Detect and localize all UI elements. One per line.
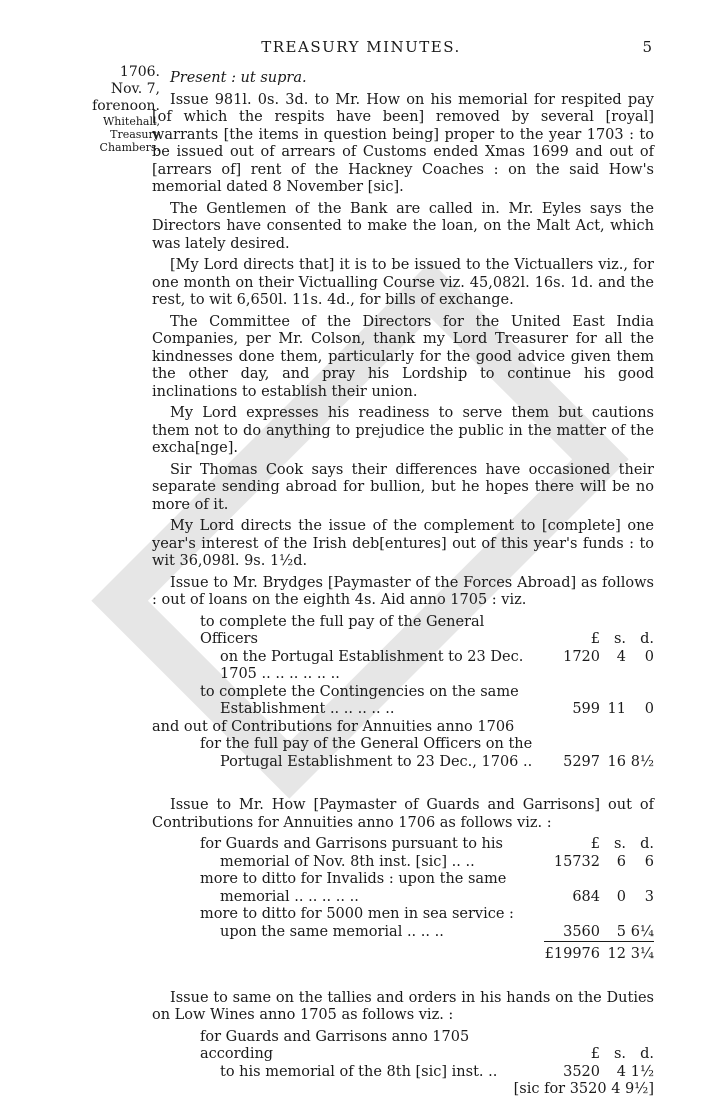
ledger-row: more to ditto for 5000 men in sea service : xyxy=(200,906,514,922)
margin-place-3: Chambers. xyxy=(99,141,160,154)
total-pounds: £19976 xyxy=(544,942,600,964)
margin-year: 1706. xyxy=(119,64,160,80)
ledger-row: 1705 .. .. .. .. .. .. xyxy=(220,666,340,682)
ledger-subheading: and out of Contributions for Annuities anno 1706 xyxy=(152,718,515,735)
margin-place-1: Whitehall, xyxy=(102,115,160,128)
pounds-header: £ xyxy=(590,631,600,647)
ledger-row: to complete the Contingencies on the same xyxy=(200,683,519,700)
paragraph: Issue 981l. 0s. 3d. to Mr. How on his memorial for respited pay [of which the respits have been] removed by several [royal] warrants [the items in question being] proper to the year 1703 : to be issued out of arrears of Customs ended Xmas 1699 and out of [arrears of] rent of the Hackney Coaches : on the said How's memorial dated 8 November [sic]. xyxy=(152,91,654,195)
ledger-correction-row xyxy=(152,1081,654,1099)
paragraph: The Gentlemen of the Bank are called in. Mr. Eyles says the Directors have consented to make the loan, on the Malt Act, which was lately desired. xyxy=(152,200,654,252)
ledger-row: more to ditto for Invalids : upon the same xyxy=(200,871,507,887)
margin-time: forenoon. xyxy=(92,98,160,114)
ledger-row: upon the same memorial .. .. .. 3560 5 6¼ xyxy=(220,923,654,940)
ledger-row: on the Portugal Establishment to 23 Dec. 1720 4 0 xyxy=(220,648,654,665)
ledger-row: to his memorial of the 8th [sic] inst. .. 3520 4 1½ xyxy=(220,1063,654,1080)
how-ledger xyxy=(152,836,654,964)
minutes-body xyxy=(152,70,654,1103)
ledger-row: Portugal Establishment to 23 Dec., 1706 .. 5297 16 8½ xyxy=(220,753,654,770)
pounds-header: £ xyxy=(590,836,600,852)
shillings-header: s. xyxy=(613,1046,626,1062)
paragraph: Sir Thomas Cook says their differences have occasioned their separate sending abroad for bullion, but he hopes there will be no more of it. xyxy=(152,461,654,513)
pence-header: d. xyxy=(640,1046,654,1062)
ledger-row: to complete the full pay of the General Officers £ s. d. xyxy=(200,613,654,647)
paragraph: Issue to Mr. How [Paymaster of Guards and Garrisons] out of Contributions for Annuities anno 1706 as follows viz. : xyxy=(152,797,654,831)
ledger-row: for Guards and Garrisons pursuant to his £ s. d. xyxy=(200,836,654,852)
present-line: Present : ut supra. xyxy=(170,70,307,86)
paragraph: The Committee of the Directors for the United East India Companies, per Mr. Colson, thank my Lord Treasurer for all the kindnesses done them, particularly for the good advice given them the other day, and pray his Lordship to continue his good inclinations to establish their union. xyxy=(152,313,654,400)
total-pence: 3¼ xyxy=(626,942,654,964)
low-wines-ledger xyxy=(152,1029,654,1099)
ledger-total-row xyxy=(152,942,654,964)
paragraph: Issue to Mr. Brydges [Paymaster of the Forces Abroad] as follows : out of loans on the eighth 4s. Aid anno 1705 : viz. xyxy=(152,574,654,608)
ledger-row: for Guards and Garrisons anno 1705 according £ s. d. xyxy=(200,1028,654,1062)
paragraph: Issue to same on the tallies and orders in his hands on the Duties on Low Wines anno 1705 as follows viz. : xyxy=(152,989,654,1023)
sic-correction: [sic for 3520 4 9½] xyxy=(513,1081,654,1097)
total-shillings: 12 xyxy=(600,942,626,964)
paragraph: My Lord directs the issue of the complement to [complete] one year's interest of the Irish deb[entures] out of this year's funds : to wit 36,098l. 9s. 1½d. xyxy=(152,518,654,569)
margin-date: Nov. 7, xyxy=(110,81,160,97)
margin-note xyxy=(70,64,160,154)
margin-place-2: Treasury xyxy=(110,128,160,141)
pence-header: d. xyxy=(640,631,654,647)
pounds-header: £ xyxy=(590,1046,600,1062)
shillings-header: s. xyxy=(613,631,626,647)
page-header xyxy=(0,38,722,62)
running-title: TREASURY MINUTES. xyxy=(261,38,461,56)
ledger-row: memorial of Nov. 8th inst. [sic] .. .. 15732 6 6 xyxy=(220,853,654,870)
ledger-row: Establishment .. .. .. .. .. 599 11 0 xyxy=(220,701,654,717)
shillings-header: s. xyxy=(613,836,626,852)
page-number: 5 xyxy=(642,38,652,56)
paragraph: My Lord expresses his readiness to serve them but cautions them not to do anything to prejudice the public in the matter of the excha[nge]. xyxy=(152,405,654,456)
pence-header: d. xyxy=(640,836,654,852)
brydges-ledger xyxy=(152,614,654,772)
ledger-row: memorial .. .. .. .. .. 684 0 3 xyxy=(220,888,654,905)
paragraph: [My Lord directs that] it is to be issued to the Victuallers viz., for one month on their Victualling Course viz. 45,082l. 16s. 1d. and the rest, to wit 6,650l. 11s. 4d., for bills of exchange. xyxy=(152,257,654,308)
ledger-row: for the full pay of the General Officers on the xyxy=(200,736,533,752)
